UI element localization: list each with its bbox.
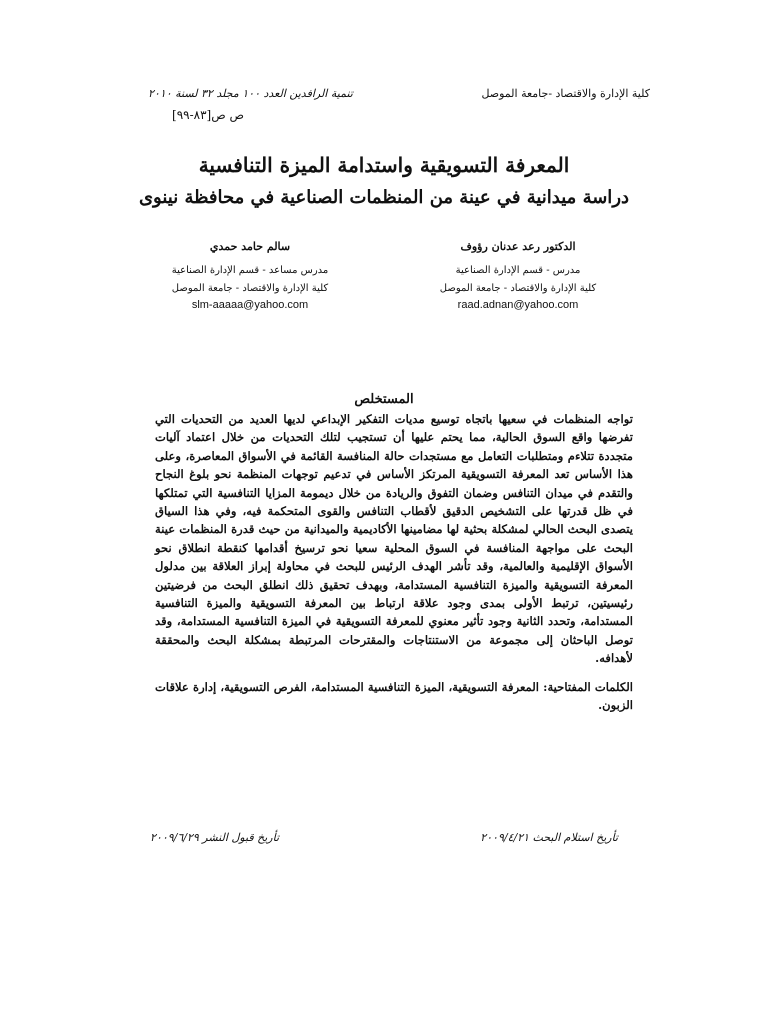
college-header: كلية الإدارة والاقتصاد -جامعة الموصل bbox=[481, 87, 650, 100]
paper-subtitle: دراسة ميدانية في عينة من المنظمات الصناعية في محافظة نينوى bbox=[138, 187, 630, 208]
author-email[interactable]: slm-aaaaa@yahoo.com bbox=[191, 299, 309, 311]
abstract-heading: المستخلص bbox=[354, 392, 414, 407]
author-affiliation: كلية الإدارة والاقتصاد - جامعة الموصل bbox=[171, 283, 329, 294]
author-affiliation: كلية الإدارة والاقتصاد - جامعة الموصل bbox=[439, 283, 597, 294]
keywords: الكلمات المفتاحية: المعرفة التسويقية، الميزة التنافسية المستدامة، الفرص التسويقية، إدارة علاقات الزبون. bbox=[155, 680, 633, 713]
accepted-date: تأريخ قبول النشر ٢٠٠٩/٦/٢٩ bbox=[150, 831, 280, 844]
author-position: مدرس مساعد - قسم الإدارة الصناعية bbox=[171, 265, 329, 276]
author-block-1 bbox=[418, 240, 618, 311]
abstract-body bbox=[155, 410, 633, 668]
received-date: تأريخ استلام البحث ٢٠٠٩/٤/٢١ bbox=[480, 831, 618, 844]
journal-header: تنمية الرافدين العدد ١٠٠ مجلد ٣٢ لسنة ٢٠١٠ bbox=[148, 87, 353, 100]
paper-title: المعرفة التسويقية واستدامة الميزة التنافسية bbox=[198, 153, 570, 177]
page-range: ص ص[٨٣-٩٩] bbox=[172, 108, 245, 122]
author-email[interactable]: raad.adnan@yahoo.com bbox=[457, 299, 579, 311]
author-name: سالم حامد حمدي bbox=[209, 240, 291, 253]
author-position: مدرس - قسم الإدارة الصناعية bbox=[455, 265, 581, 276]
author-block-2 bbox=[150, 240, 350, 311]
abstract-text: تواجه المنظمات في سعيها باتجاه توسيع مديات التفكير الإبداعي لديها العديد من التحديات التي تفرضها واقع السوق الحالية، مما يحتم عليها أن تستجيب لتلك التحديات من خلال اعتماد آليات متجددة تتلاءم ومتطلبات التعامل مع مستجدات حالة المنافسة القائمة في الأسواق المعاصرة، وعلى هذا الأساس تعد المعرفة التسويقية المرتكز الأساس في تدعيم توجهات المنظمة نحو بلوغ النجاح والتقدم في ميدان التنافس وضمان التفوق والريادة من خلال ديمومة المزايا التنافسية التي تمتلكها في ظل قدرتها على التشخيص الدقيق لأقطاب التنافس والقوى المتحكمة فيه، وفي هذا السياق يتصدى البحث الحالي لمشكلة بحثية لها مضامينها الأكاديمية والميدانية من حيث قدرة المنظمات عينة البحث على مواجهة المنافسة في السوق المحلية سعيا نحو ترسيخ أقدامها كنقطة انطلاق نحو الأسواق الإقليمية والعالمية، وقد تأشر الهدف الرئيس للبحث في محاولة إبراز العلاقة بين مدلول المعرفة التسويقية والميزة التنافسية المستدامة، وبهدف تحقيق ذلك انطلق البحث من فرضيتين رئيسيتين، ترتبط الأولى بمدى وجود علاقة ارتباط بين المعرفة التسويقية والميزة التنافسية المستدامة، وتحدد الثانية وجود تأثير معنوي للمعرفة التسويقية في الميزة التنافسية المستدامة، وقد توصل الباحثان إلى مجموعة من الاستنتاجات والمقترحات المرتبطة بمشكلة البحث والمحققة لأهدافه. bbox=[155, 412, 633, 666]
author-name: الدكتور رعد عدنان رؤوف bbox=[460, 240, 576, 253]
